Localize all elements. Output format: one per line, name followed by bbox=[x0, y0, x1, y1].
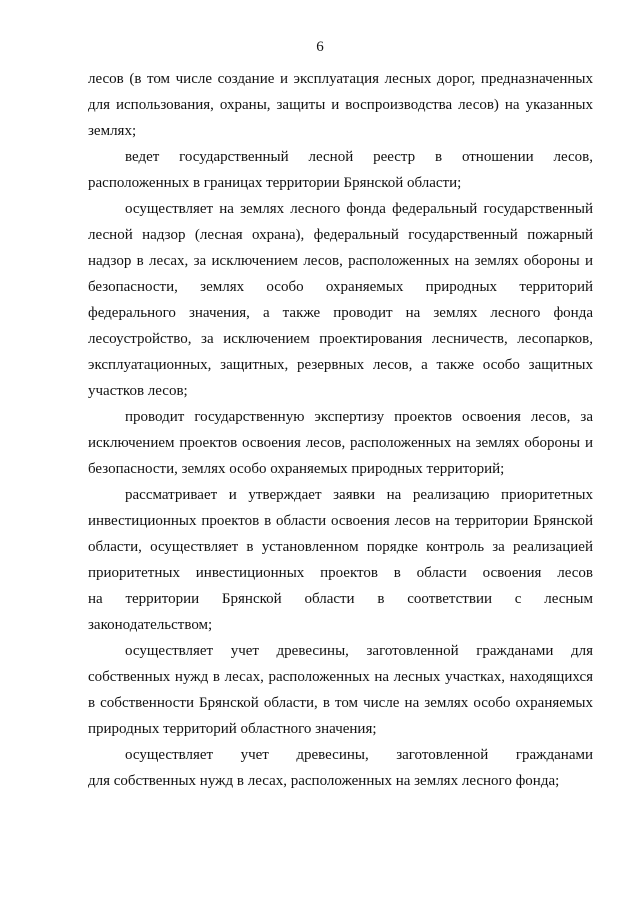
text-line: на территории Брянской области в соответствии с лесным bbox=[88, 591, 593, 607]
text-line: природных территорий областного значения; bbox=[88, 721, 377, 737]
text-line: эксплуатационных, защитных, резервных лесов, а также особо защитных bbox=[88, 357, 593, 373]
text-line: в собственности Брянской области, в том числе на землях особо охраняемых bbox=[88, 695, 593, 711]
text-line: безопасности, землях особо охраняемых природных территорий bbox=[88, 279, 593, 295]
text-line: безопасности, землях особо охраняемых природных территорий; bbox=[88, 461, 505, 477]
document-body bbox=[88, 66, 593, 794]
text-line: надзор в лесах, за исключением лесов, расположенных на землях обороны и bbox=[88, 253, 593, 269]
page-number: 6 bbox=[316, 39, 324, 55]
paragraph bbox=[88, 482, 593, 638]
text-line: исключением проектов освоения лесов, расположенных на землях обороны и bbox=[88, 435, 593, 451]
paragraph bbox=[88, 742, 593, 794]
text-line: федерального значения, а также проводит на землях лесного фонда bbox=[88, 305, 593, 321]
text-line: приоритетных инвестиционных проектов в области освоения лесов bbox=[88, 565, 593, 581]
text-line: инвестиционных проектов в области освоения лесов на территории Брянской bbox=[88, 513, 593, 529]
text-line: для использования, охраны, защиты и воспроизводства лесов) на указанных bbox=[88, 97, 593, 113]
text-line: осуществляет на землях лесного фонда федеральный государственный bbox=[125, 201, 593, 217]
paragraph bbox=[88, 66, 593, 144]
text-line: лесов (в том числе создание и эксплуатация лесных дорог, предназначенных bbox=[88, 71, 593, 87]
paragraph bbox=[88, 638, 593, 742]
paragraph bbox=[88, 196, 593, 404]
paragraph bbox=[88, 144, 593, 196]
text-line: лесной надзор (лесная охрана), федеральный государственный пожарный bbox=[88, 227, 593, 243]
text-line: лесоустройство, за исключением проектирования лесничеств, лесопарков, bbox=[88, 331, 593, 347]
text-line: расположенных в границах территории Брянской области; bbox=[88, 175, 462, 191]
text-line: ведет государственный лесной реестр в отношении лесов, bbox=[125, 149, 593, 165]
paragraph bbox=[88, 404, 593, 482]
text-line: осуществляет учет древесины, заготовленной гражданами bbox=[125, 747, 593, 763]
text-line: области, осуществляет в установленном порядке контроль за реализацией bbox=[88, 539, 593, 555]
text-line: рассматривает и утверждает заявки на реализацию приоритетных bbox=[125, 487, 593, 503]
text-line: законодательством; bbox=[88, 617, 213, 633]
text-line: землях; bbox=[88, 123, 137, 139]
text-line: для собственных нужд в лесах, расположенных на землях лесного фонда; bbox=[88, 773, 560, 789]
text-line: участков лесов; bbox=[88, 383, 188, 399]
text-line: собственных нужд в лесах, расположенных на лесных участках, находящихся bbox=[88, 669, 593, 685]
text-line: осуществляет учет древесины, заготовленной гражданами для bbox=[125, 643, 593, 659]
text-line: проводит государственную экспертизу проектов освоения лесов, за bbox=[125, 409, 593, 425]
